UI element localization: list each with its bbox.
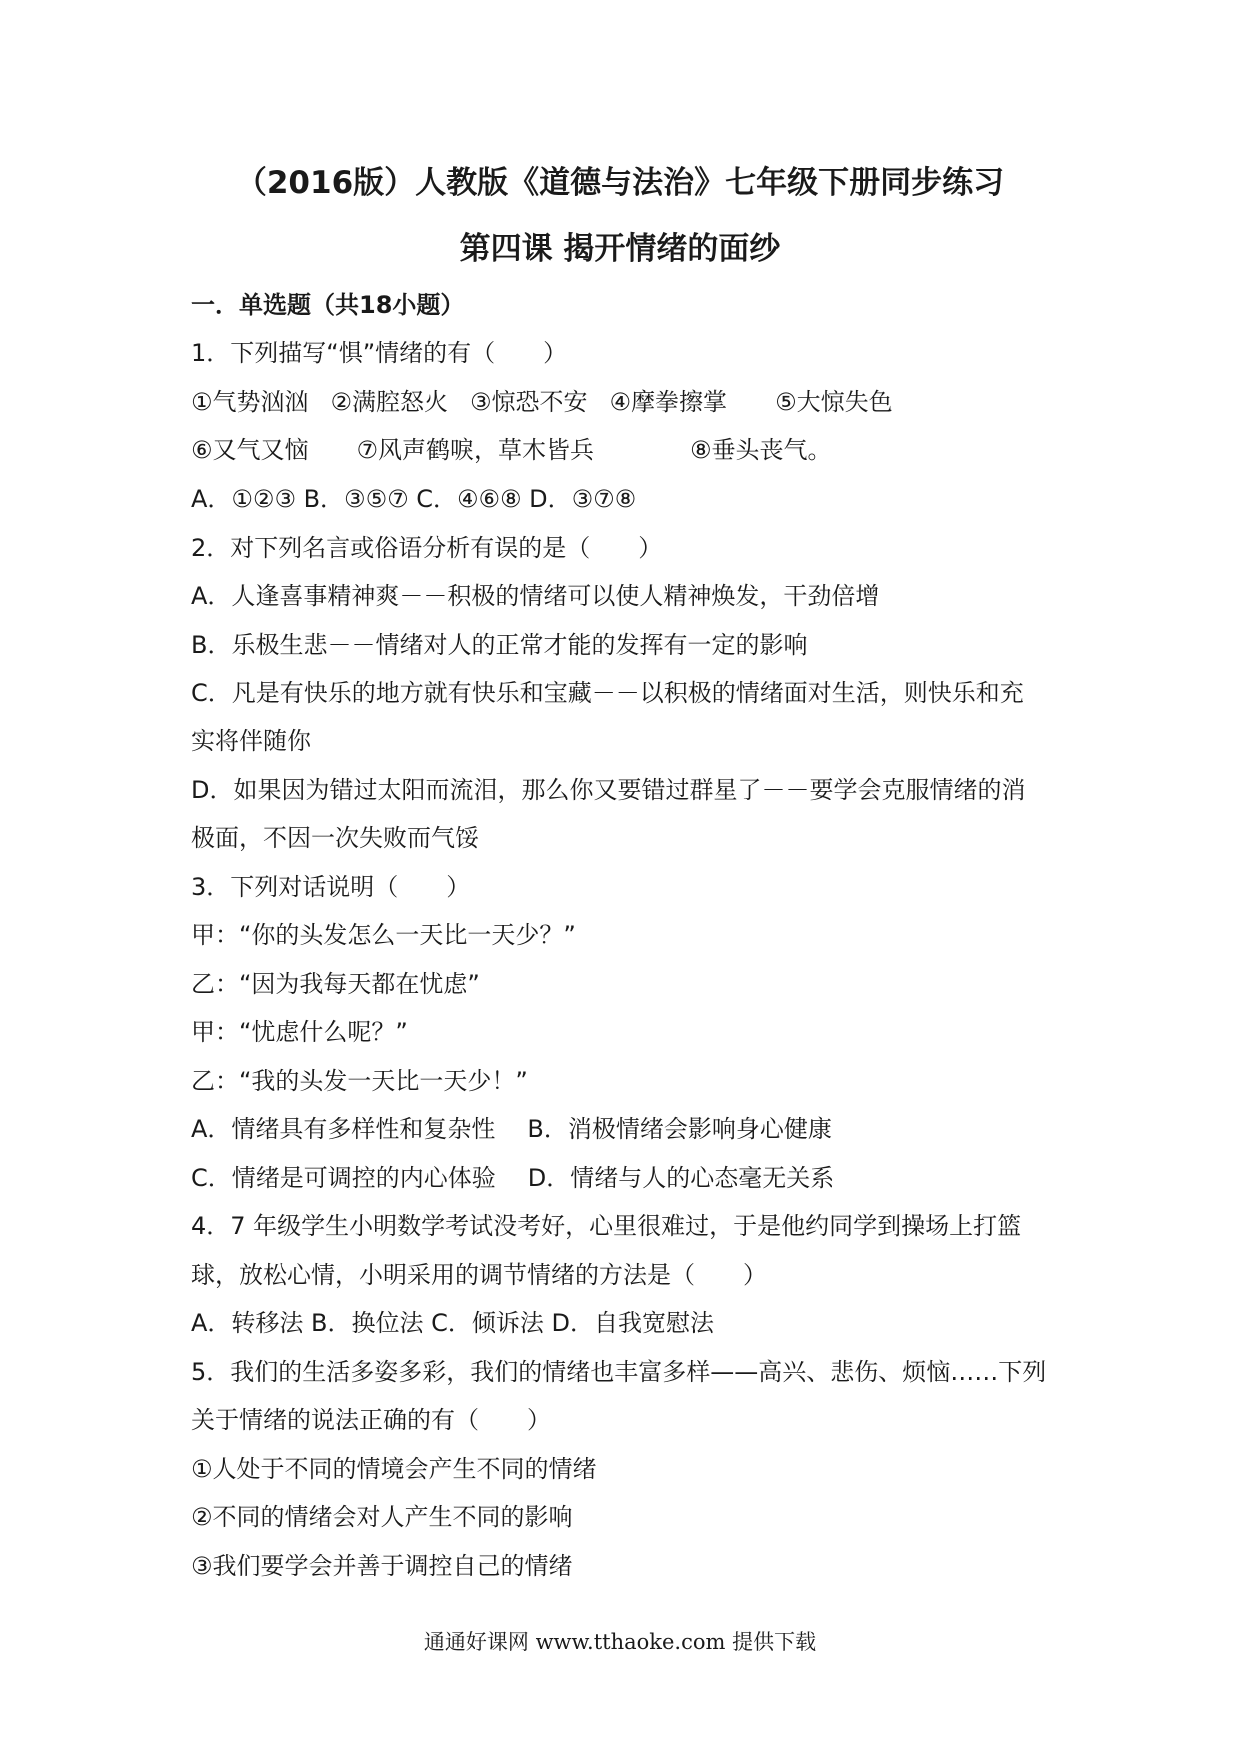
- q1-item: ③惊恐不安: [470, 388, 588, 416]
- dialog-line: 甲：“你的头发怎么一天比一天少？”: [191, 921, 576, 949]
- q1-item: ②满腔怒火: [330, 388, 449, 416]
- document-title: （2016版）人教版《道德与法治》七年级下册同步练习: [235, 165, 1005, 201]
- question-2-option-c-cont: 实将伴随你: [191, 727, 311, 755]
- question-2-stem: 2．对下列名言或俗语分析有误的是（ ）: [191, 534, 663, 562]
- question-1-items-row1: [191, 386, 893, 418]
- q1-item: ⑧垂头丧气。: [690, 436, 832, 464]
- question-1-stem: 1．下列描写“惧”情绪的有（ ）: [191, 339, 568, 367]
- question-4-stem: 4．7 年级学生小明数学考试没考好，心里很难过，于是他约同学到操场上打篮: [191, 1212, 1022, 1240]
- question-2-option-c: C．凡是有快乐的地方就有快乐和宝藏－－以积极的情绪面对生活，则快乐和充: [191, 679, 1024, 707]
- question-5-item: ③我们要学会并善于调控自己的情绪: [191, 1552, 573, 1580]
- question-3-option-a: A．情绪具有多样性和复杂性: [191, 1115, 496, 1143]
- dialog-line: 甲：“忧虑什么呢？”: [191, 1018, 408, 1046]
- question-3-options-row1: [191, 1113, 832, 1145]
- question-1-items-row2: [191, 434, 832, 466]
- lesson-title: 第四课 揭开情绪的面纱: [459, 231, 781, 267]
- question-3-option-d: D．情绪与人的心态毫无关系: [527, 1164, 835, 1192]
- question-5-stem-cont: 关于情绪的说法正确的有（ ）: [191, 1406, 551, 1434]
- question-5-item: ①人处于不同的情境会产生不同的情绪: [191, 1455, 597, 1483]
- question-4-options: A．转移法 B．换位法 C．倾诉法 D．自我宽慰法: [191, 1309, 715, 1337]
- question-5-item: ②不同的情绪会对人产生不同的影响: [191, 1503, 573, 1531]
- question-3-options-row2: [191, 1162, 834, 1194]
- question-2-option-a: A．人逢喜事精神爽－－积极的情绪可以使人精神焕发，干劲倍增: [191, 582, 880, 610]
- question-5-stem: 5．我们的生活多姿多彩，我们的情绪也丰富多样——高兴、悲伤、烦恼……下列: [191, 1358, 1047, 1386]
- dialog-line: 乙：“我的头发一天比一天少！”: [191, 1067, 528, 1095]
- question-1-options: A．①②③ B．③⑤⑦ C．④⑥⑧ D．③⑦⑧: [191, 485, 637, 513]
- q1-item: ④摩拳擦掌: [609, 388, 728, 416]
- q1-item: ①气势汹汹: [191, 388, 309, 416]
- question-2-option-b: B．乐极生悲－－情绪对人的正常才能的发挥有一定的影响: [191, 631, 808, 659]
- question-4-stem-cont: 球，放松心情，小明采用的调节情绪的方法是（ ）: [191, 1261, 767, 1289]
- q1-item: ⑤大惊失色: [775, 388, 893, 416]
- question-3-option-b: B．消极情绪会影响身心健康: [527, 1115, 832, 1143]
- section-heading: 一．单选题（共18小题）: [191, 291, 465, 319]
- page-footer: 通通好课网 www.tthaoke.com 提供下载: [423, 1630, 817, 1654]
- dialog-line: 乙：“因为我每天都在忧虑”: [191, 970, 480, 998]
- question-3-option-c: C．情绪是可调控的内心体验: [191, 1164, 496, 1192]
- question-2-option-d-cont: 极面，不因一次失败而气馁: [191, 824, 479, 852]
- question-2-option-d: D．如果因为错过太阳而流泪，那么你又要错过群星了－－要学会克服情绪的消: [191, 776, 1026, 804]
- question-3-stem: 3．下列对话说明（ ）: [191, 873, 471, 901]
- q1-item: ⑦风声鹤唳，草木皆兵: [356, 436, 595, 464]
- q1-item: ⑥又气又恼: [191, 436, 309, 464]
